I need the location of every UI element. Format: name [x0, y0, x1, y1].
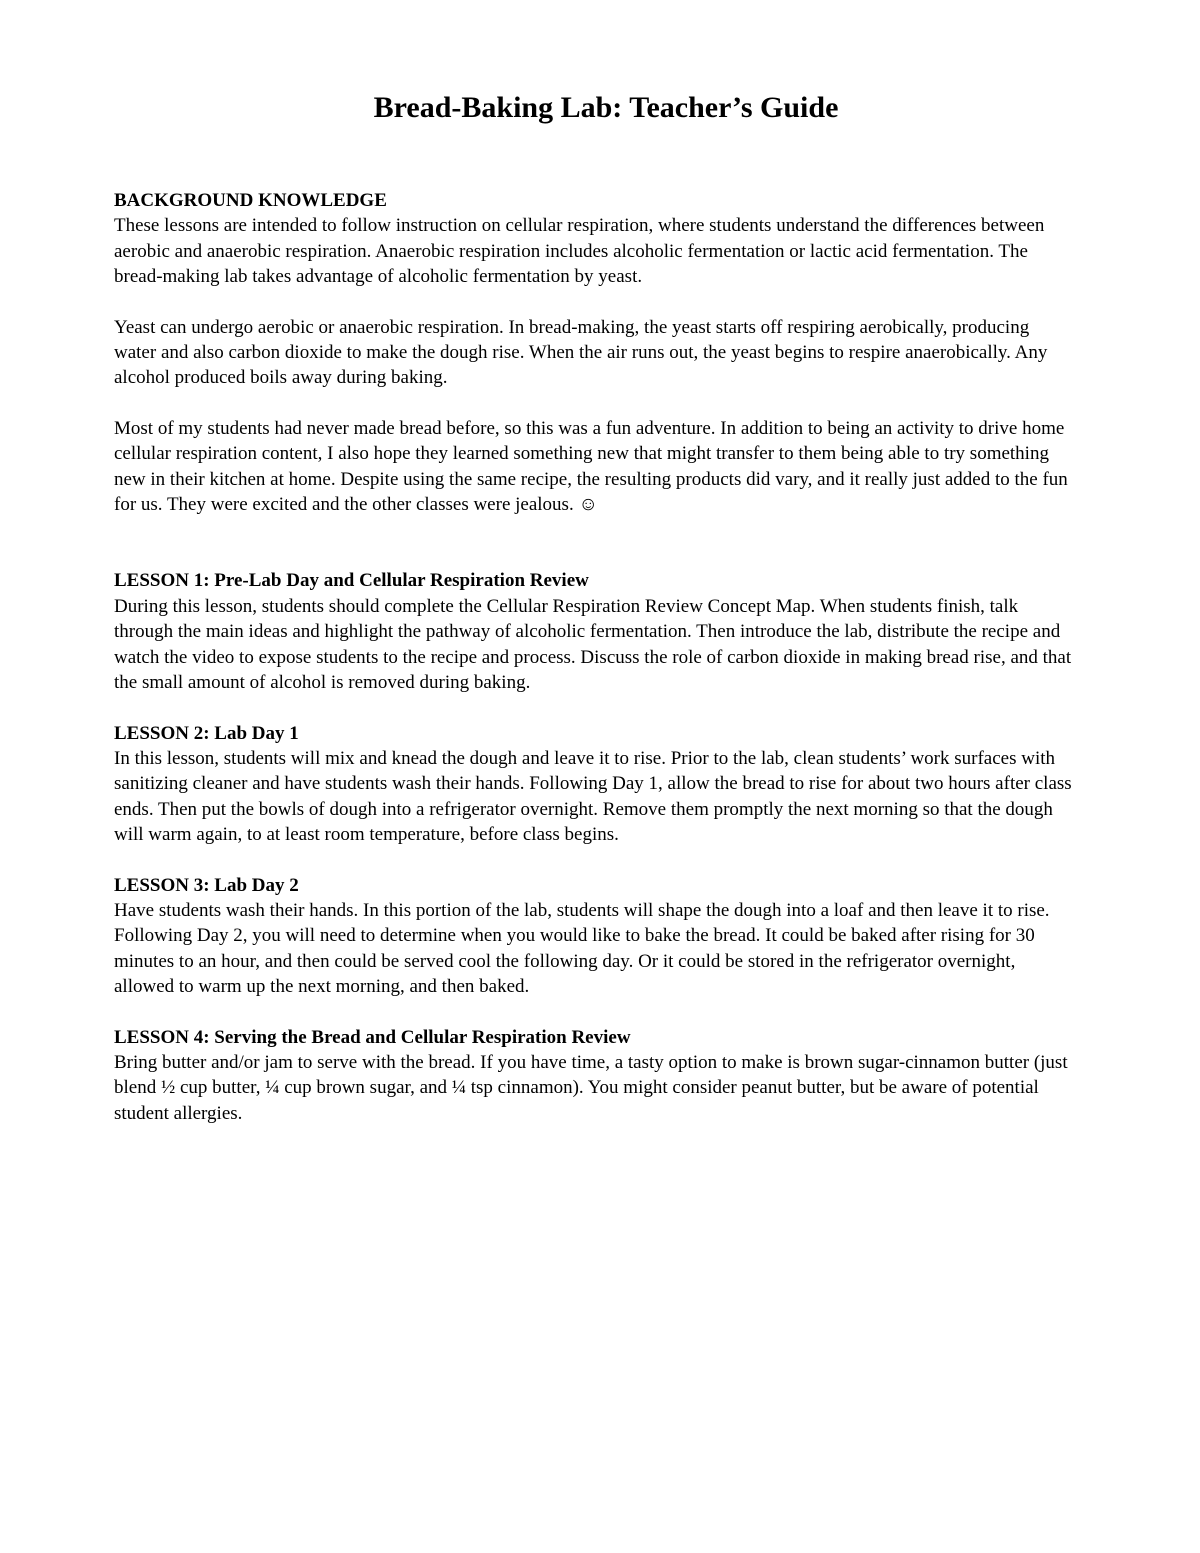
- background-heading: BACKGROUND KNOWLEDGE: [114, 190, 387, 211]
- lesson-1-heading: LESSON 1: Pre-Lab Day and Cellular Respiration Review: [114, 570, 589, 592]
- lesson-2-text: In this lesson, students will mix and knead the dough and leave it to rise. Prior to the lab, clean students’ work surfaces with sanitizing cleaner and have students wash their hands. Following Day 1, allow the bread to rise for about two hours after class ends. Then put the bowls of dough into a refrigerator overnight. Remove them promptly the next morning so that the dough will warm again, to at least room temperature, before class begins.: [114, 747, 1072, 846]
- lesson-1-text: During this lesson, students should complete the Cellular Respiration Review Concept Map. When students finish, talk through the main ideas and highlight the pathway of alcoholic fermentation. Then introduce the lab, distribute the recipe and watch the video to expose students to the recipe and process. Discuss the role of carbon dioxide in making bread rise, and that the small amount of alcohol is removed during baking.: [114, 595, 1072, 694]
- lesson-3-section: [114, 873, 1072, 1000]
- background-paragraph-3: Most of my students had never made bread before, so this was a fun adventure. In addition to being an activity to drive home cellular respiration content, I also hope they learned something new that might transfer to them being able to try something new in their kitchen at home. Despite using the same recipe, the resulting products did vary, and it really just added to the fun for us. They were excited and the other classes were jealous. ☺: [114, 417, 1068, 516]
- background-section: [114, 188, 1072, 517]
- lesson-4-text: Bring butter and/or jam to serve with the bread. If you have time, a tasty option to make is brown sugar-cinnamon butter (just blend ½ cup butter, ¼ cup brown sugar, and ¼ tsp cinnamon). You might consider peanut butter, but be aware of potential student allergies.: [114, 1051, 1068, 1124]
- document-title: Bread-Baking Lab: Teacher’s Guide: [373, 91, 839, 124]
- lesson-1-section: [114, 568, 1072, 695]
- background-paragraph-2: Yeast can undergo aerobic or anaerobic respiration. In bread-making, the yeast starts off respiring aerobically, producing water and also carbon dioxide to make the dough rise. When the air runs out, the yeast begins to respire anaerobically. Any alcohol produced boils away during baking.: [114, 316, 1048, 389]
- lesson-4-heading: LESSON 4: Serving the Bread and Cellular Respiration Review: [114, 1026, 631, 1048]
- lesson-2-heading: LESSON 2: Lab Day 1: [114, 722, 299, 744]
- background-paragraph-1: These lessons are intended to follow instruction on cellular respiration, where students understand the differences between aerobic and anaerobic respiration. Anaerobic respiration includes alcoholic fermentation or lactic acid fermentation. The bread-making lab takes advantage of alcoholic fermentation by yeast.: [114, 215, 1045, 288]
- lesson-4-section: [114, 1025, 1072, 1127]
- lesson-3-heading: LESSON 3: Lab Day 2: [114, 874, 299, 896]
- lesson-2-section: [114, 721, 1072, 848]
- lesson-3-text: Have students wash their hands. In this portion of the lab, students will shape the dough into a loaf and then leave it to rise. Following Day 2, you will need to determine when you would like to bake the bread. It could be baked after rising for 30 minutes to an hour, and then could be served cool the following day. Or it could be stored in the refrigerator overnight, allowed to warm up the next morning, and then baked.: [114, 899, 1050, 998]
